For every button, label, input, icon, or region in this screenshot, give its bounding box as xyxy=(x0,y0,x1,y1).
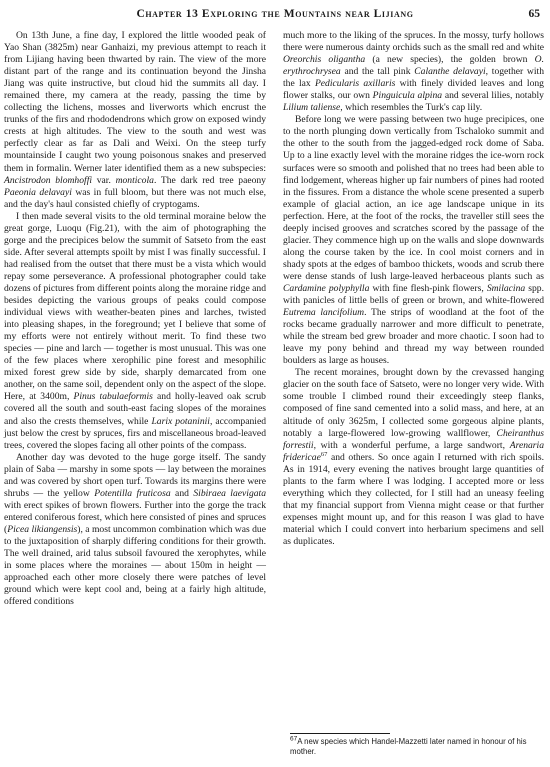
paragraph: Before long we were passing between two huge precipices, one to the north plunging down vertically from Tschaloko summit and the other to the south from the jagged-edged rock dome of Saba. Up to a line exactly level with the moraine ridges the ice-worn rock surfaces were so smooth and polished that no trees had been able to find lodgement, whereas higher up fair numbers of pines had rooted in the fissures. From a distance the whole scene presented a superb example of glacial action, an ice age landscape unique in its perfection. Here, at the foot of the rocks, the traveller still sees the deeply incised grooves and scratches scored by the passage of the glacier. They commence high up on the walls and slope downwards along the course taken by the ice. In cool moist corners and in shady spots at the edges of bamboo thickets, woods and scrub there were dense stands of lush large-leaved herbaceous plants such as Cardamine polyphylla with fine flesh-pink flowers, Smilacina spp. with panicles of little bells of green or brown, and white-flowered Eutrema lancifolium. The strips of woodland at the foot of the rocks became gradually narrower and more difficult to penetrate, while the stream bed grew broader and more chaotic. I soon had to leave my pony behind and thread my way between rounded boulders as large as houses. xyxy=(283,114,544,367)
page-header xyxy=(10,4,540,26)
page-number: 65 xyxy=(528,8,540,20)
paragraph: Another day was devoted to the huge gorge itself. The sandy plain of Saba — marshy in some spots — lay between the moraines and was covered by short open turf. Towards its margins there were shrubs — the yellow Potentilla fruticosa and Sibiraea laevigata with erect spikes of brown flowers. Further into the gorge the track entered coniferous forest, which here consisted of pines and spruces (Picea likiangensis), a most uncommon combination which was due to the juxtaposition of sharply differing conditions for their growth. The well drained, arid talus subsoil favoured the xerophytes, while in some places where the moraines — about 150m in height — approached each other more closely there were patches of level ground which were kept cool and, being at a fairly high altitude, offered conditions xyxy=(4,451,267,608)
paragraph: The recent moraines, brought down by the crevassed hanging glacier on the south face of Satseto, were no longer very wide. With some trouble I climbed round their exceedingly steep flanks, composed of fine sand cemented into a solid mass, and here, at an altitude of only 3625m, I collected some gorgeous alpine plants, notably a large-flowered low-growing wallflower, Cheiranthus forrestii, with a wonderful perfume, a large sandwort, Arenaria fridericae$^{67}$ and others. So once again I returned with rich spoils. As in 1914, every evening the natives brought large quantities of plants to the farm where I was lodging. I accepted more or less everything which they collected, for I still had an uneasy feeling that my financial support from Vienna might cease or that further expenses might mount up, and for this reason I was glad to have material which I could convert into herbarium specimens and sell as duplicates. xyxy=(283,367,544,547)
footnote-divider xyxy=(290,733,390,734)
right-column xyxy=(283,30,544,548)
left-column xyxy=(4,30,266,608)
paragraph: On 13th June, a fine day, I explored the little wooded peak of Yao Shan (3825m) near Ganhaizi, my previous attempt to reach it from Lijiang having been thwarted by rain. The view of the more distant part of the range and its continuation beyond the Jinsha Jiang was quite instructive, but cloud hid the summits all day. I remained there, my camera at the ready, passing the time by collecting the lichens, mosses and liverworts which encrust the trunks of the firs and rhododendrons which grow on exposed windy crests at high altitudes. The view to the south and west was perfectly clear as far as Dali and Weixi. On the steep turfy mountainside I caught two young poisonous snakes and preserved them in formalin. Werner later identified them as a new subspecies: Ancistrodon blomhoffi var. monticola. The dark red tree paeony Paeonia delavayi was in full bloom, but there was not much else, and the day's haul consisted chiefly of cryptogams. xyxy=(4,30,266,210)
paragraph: I then made several visits to the old terminal moraine below the great gorge, Luoqu (Fig.21), with the aim of photographing the gorge and the precipices below the summit of Satseto from the east side. After several attempts spoilt by mist I was finally successful. I had realised from the outset that there must be a vista which would repay some perseverance. A professional photographer could take dozens of pictures from different points along the moraine ridge and besides depicting the various groups of peaks could compose individual views with weather-beaten pines and larches, twisted into pleasing shapes, in the foreground; yet I believe that some of my efforts were not entirely without merit. To find these two species — pine and larch — together is most unusual. This was one of the few places where xerophilic pine forest and mesophilic mixed forest grew side by side, sharply demarcated from one another, on the same soil, dependent only on the aspect of the slope. Here, at 3400m, Pinus tabulaeformis and holly-leaved oak scrub covered all the south and south-east facing slopes of the moraines and also the crests themselves, while Larix potaninii, accompanied just below the crest by spruces, firs and miscellaneous broad-leaved trees, covered the slopes facing all other points of the compass. xyxy=(4,210,266,451)
footnote-ref[interactable]: 67 xyxy=(320,450,328,458)
footnote-marker: 67 xyxy=(290,735,298,743)
paragraph: much more to the liking of the spruces. In the mossy, turfy hollows there were numerous dainty orchids such as the small red and white Oreorchis oligantha (a new species), the golden brown O. erythrochrysea and the tall pink Calanthe delavayi, together with the lax Pedicularis axillaris with finely divided leaves and long flower stalks, our own Pinguicula alpina and several lilies, notably Lilium taliense, which resembles the Turk's cap lily. xyxy=(283,30,544,114)
footnote-text: A new species which Handel-Mazzetti later named in honour of his mother. xyxy=(290,737,527,756)
chapter-title: Chapter 13 Exploring the Mountains near Lijiang xyxy=(136,8,414,20)
footnote xyxy=(290,737,544,756)
